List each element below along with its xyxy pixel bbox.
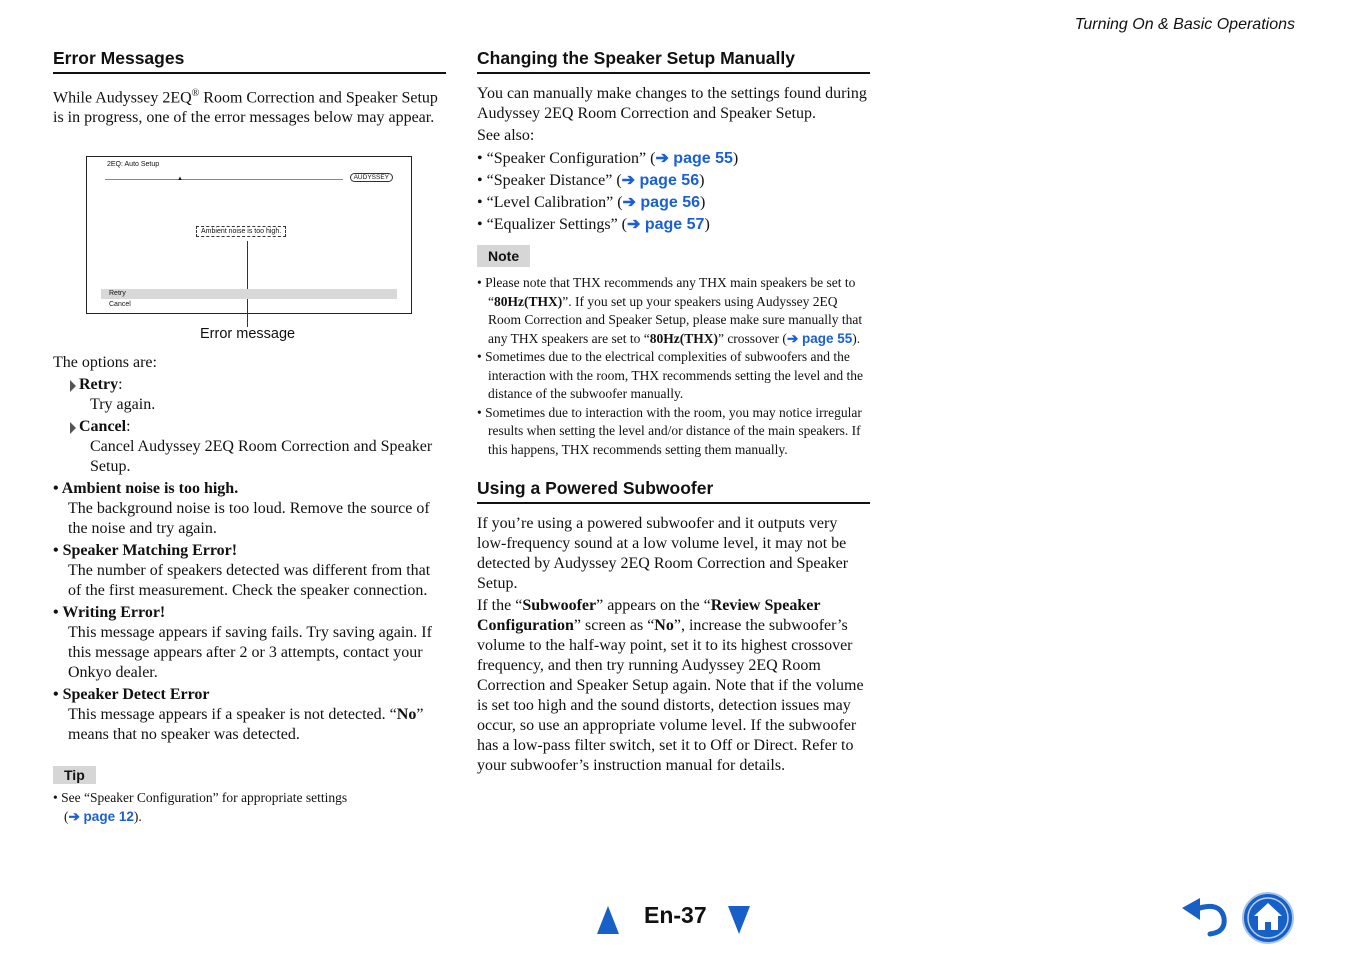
screen-title: 2EQ: Auto Setup <box>107 161 160 168</box>
error-detect-title: • Speaker Detect Error <box>53 686 210 703</box>
cancel-option-heading: Cancel: <box>53 417 446 437</box>
note-item: • Sometimes due to interaction with the room, you may notice irregular results when setting the level and/or distance of the main speakers. If this happens, THX recommends setting them manually. <box>477 404 862 457</box>
see-also-item: • “Level Calibration” (➔ page 56) <box>477 194 706 211</box>
note-list <box>477 274 870 459</box>
manual-setup-heading: Changing the Speaker Setup Manually <box>477 48 870 74</box>
manual-intro: You can manually make changes to the settings found during Audyssey 2EQ Room Correction and Speaker Setup. <box>477 85 867 122</box>
page-number: En-37 <box>644 902 707 928</box>
page-56-link[interactable]: ➔ page 56 <box>622 194 700 211</box>
tip-item: • See “Speaker Configuration” for appropriate settings (➔ page 12). <box>53 790 348 824</box>
screen-cancel-option: Cancel <box>109 301 131 308</box>
intro-paragraph: While Audyssey 2EQ® Room Correction and Speaker Setup is in progress, one of the error messages below may appear. <box>53 88 438 127</box>
previous-page-arrow-icon[interactable] <box>597 906 619 934</box>
error-ambient-desc: The background noise is too loud. Remove the source of the noise and try again. <box>68 500 430 537</box>
note-label: Note <box>477 245 530 267</box>
page-56-link[interactable]: ➔ page 56 <box>621 172 700 189</box>
left-column <box>53 48 446 128</box>
error-matching-title: • Speaker Matching Error! <box>53 542 238 559</box>
subwoofer-paragraph-1: If you’re using a powered subwoofer and it outputs very low-frequency sound at a low volume level, it may not be detected by Audyssey 2EQ Room Correction and Speaker Setup. <box>477 515 849 592</box>
options-label: The options are: <box>53 354 157 371</box>
screen-retry-option: Retry <box>109 290 126 297</box>
note-item: • Please note that THX recommends any THX main speakers be set to “80Hz(THX)”. If you set up your speakers using Audyssey 2EQ Room Correction and Speaker Setup, please make sure manually that any THX speakers are set to “80Hz(THX)” crossover (➔ page 55). <box>477 275 863 346</box>
subwoofer-paragraph-2: If the “Subwoofer” appears on the “Review Speaker Configuration” screen as “No”, increase the subwoofer’s volume to the half-way point, set it to its highest crossover frequency, and then try running Audyssey 2EQ Room Correction and Speaker Setup again. Note that if the volume is set too high and the sound distorts, detection issues may occur, so use an appropriate volume level. If the subwoofer has a low-pass filter switch, set it to Off or Direct. Refer to your subwoofer’s instruction manual for details. <box>477 597 864 774</box>
note-page-55-link[interactable]: ➔ page 55 <box>786 330 853 346</box>
error-message-box: Ambient noise is too high. <box>196 226 286 237</box>
error-writing-desc: This message appears if saving fails. Try saving again. If this message appears after 2 or 3 attempts, contact your Onkyo dealer. <box>68 624 432 681</box>
left-options <box>53 353 446 745</box>
figure-caption: Error message <box>200 326 296 342</box>
progress-bar <box>105 179 343 180</box>
tip-box <box>53 766 446 826</box>
error-matching-desc: The number of speakers detected was different from that of the first measurement. Check the speaker connection. <box>68 562 431 599</box>
see-also-item: • “Speaker Distance” (➔ page 56) <box>477 172 705 189</box>
section-header: Turning On & Basic Operations <box>1074 16 1295 33</box>
page-57-link[interactable]: ➔ page 57 <box>627 216 705 233</box>
error-writing-title: • Writing Error! <box>53 604 166 621</box>
tip-label: Tip <box>53 766 96 784</box>
subwoofer-heading: Using a Powered Subwoofer <box>477 478 870 504</box>
callout-line <box>247 241 248 327</box>
right-column <box>477 48 870 776</box>
selected-row-highlight <box>101 289 397 299</box>
retry-option-desc: Try again. <box>90 396 156 413</box>
progress-marker-icon: ▲ <box>177 176 183 182</box>
error-detect-desc: This message appears if a speaker is not detected. “No” means that no speaker was detected. <box>68 706 424 743</box>
error-messages-heading: Error Messages <box>53 48 446 74</box>
back-icon[interactable] <box>1180 896 1230 938</box>
see-also-item: • “Equalizer Settings” (➔ page 57) <box>477 216 710 233</box>
auto-setup-screen-illustration <box>86 156 412 314</box>
tip-page-link[interactable]: ➔ page 12 <box>68 808 134 824</box>
retry-option-heading: Retry: <box>53 375 446 395</box>
error-ambient-title: • Ambient noise is too high. <box>53 480 239 497</box>
see-also-item: • “Speaker Configuration” (➔ page 55) <box>477 150 739 167</box>
page-55-link[interactable]: ➔ page 55 <box>655 150 733 167</box>
next-page-arrow-icon[interactable] <box>728 906 750 934</box>
see-also-list <box>477 148 870 236</box>
home-icon[interactable] <box>1241 891 1295 945</box>
cancel-option-desc: Cancel Audyssey 2EQ Room Correction and Speaker Setup. <box>90 438 433 475</box>
see-also-label: See also: <box>477 127 535 144</box>
audyssey-logo: AUDYSSEY <box>350 173 393 182</box>
note-item: • Sometimes due to the electrical complexities of subwoofers and the interaction with the room, THX recommends setting the level and the distance of the subwoofer manually. <box>477 349 864 401</box>
